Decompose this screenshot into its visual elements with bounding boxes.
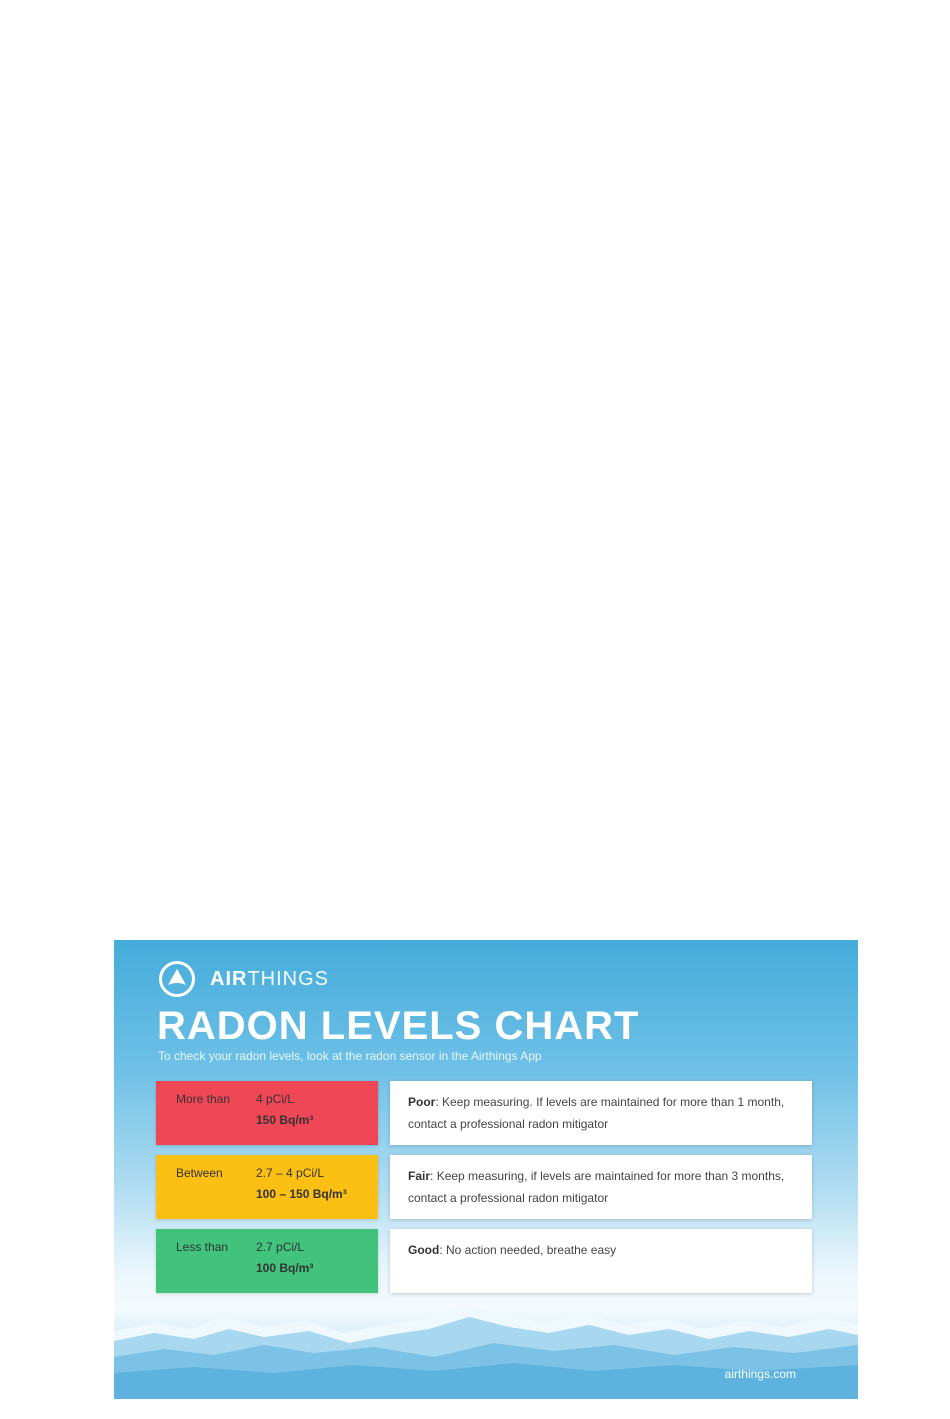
subtitle: To check your radon levels, look at the radon sensor in the Airthings App	[158, 1049, 542, 1063]
brand-name-light: THINGS	[247, 967, 330, 990]
level-label: Less than	[176, 1240, 229, 1254]
level-label: Between	[176, 1166, 223, 1180]
rating-label: Fair	[408, 1169, 431, 1183]
footer-url: airthings.com	[724, 1367, 796, 1381]
level-box-good	[156, 1229, 378, 1293]
page-title: RADON LEVELS CHART	[157, 1004, 640, 1048]
level-row-good	[156, 1229, 812, 1293]
rating-label: Good	[408, 1243, 440, 1257]
level-value-pci: 4 pCi/L	[256, 1092, 295, 1106]
level-value-bq: 150 Bq/m³	[256, 1113, 314, 1127]
level-value-pci: 2.7 pCi/L	[256, 1240, 305, 1254]
level-row-poor	[156, 1081, 812, 1145]
level-box-poor	[156, 1081, 378, 1145]
brand-name-bold: AIR	[210, 967, 248, 990]
level-value-pci: 2.7 – 4 pCi/L	[256, 1166, 325, 1180]
level-box-fair	[156, 1155, 378, 1219]
level-description-fair: Fair: Keep measuring, if levels are maintained for more than 3 months, contact a professional radon mitigator	[390, 1155, 812, 1219]
airthings-logo-icon	[158, 960, 196, 998]
rating-description: No action needed, breathe easy	[446, 1243, 617, 1257]
level-value-bq: 100 Bq/m³	[256, 1261, 314, 1275]
brand-name	[210, 968, 329, 991]
level-label: More than	[176, 1092, 231, 1106]
level-value-bq: 100 – 150 Bq/m³	[256, 1187, 347, 1201]
level-description-poor: Poor: Keep measuring. If levels are maintained for more than 1 month, contact a professional radon mitigator	[390, 1081, 812, 1145]
level-description-good: Good: No action needed, breathe easy	[390, 1229, 812, 1293]
rating-label: Poor	[408, 1095, 436, 1109]
level-row-fair	[156, 1155, 812, 1219]
mountain-range-illustration	[114, 1299, 858, 1399]
brand	[158, 960, 329, 998]
rating-description: Keep measuring. If levels are maintained for more than 1 month, contact a professional radon mitigator	[408, 1095, 785, 1131]
radon-levels-card	[114, 940, 858, 1399]
rating-description: Keep measuring, if levels are maintained for more than 3 months, contact a professional radon mitigator	[408, 1169, 785, 1205]
